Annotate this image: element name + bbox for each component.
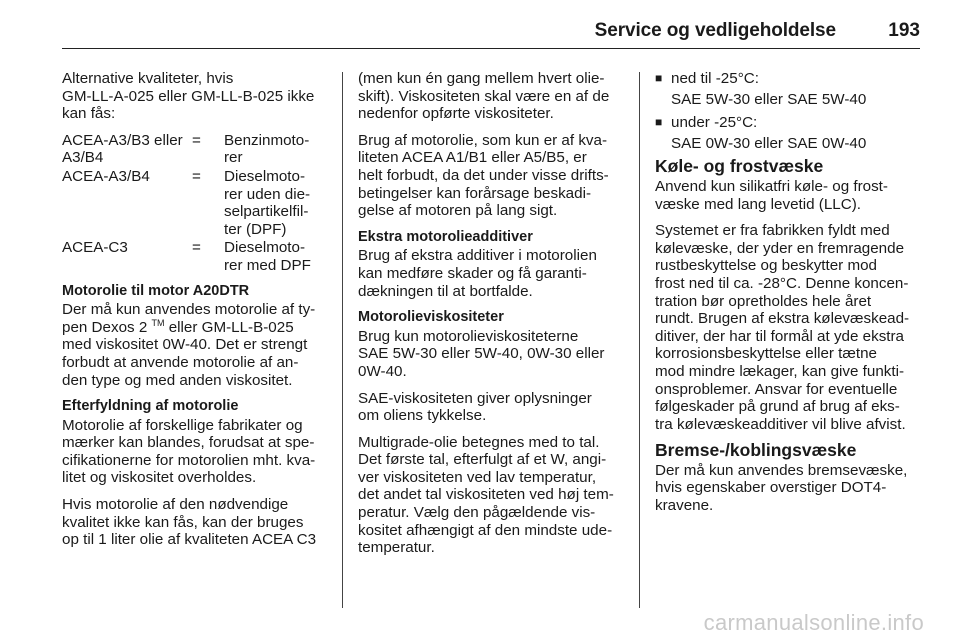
text-line: peratur. Vælg den pågældende vis- [358, 504, 596, 522]
spec-label [62, 132, 192, 167]
text-line: kølevæske, der yder en fremragende [655, 239, 905, 257]
text-line: rundt. Brugen af ekstra kølevæskead- [655, 310, 910, 328]
text-line: A3/B4 [62, 149, 104, 167]
text-line: Benzinmoto- [224, 131, 310, 149]
paragraph [358, 390, 626, 425]
paragraph [358, 132, 626, 220]
bullet-subtext: SAE 0W-30 eller SAE 0W-40 [671, 134, 867, 152]
text-line: hvis egenskaber overstiger DOT4- [655, 479, 887, 497]
text-line: tration bør opretholdes hele året [655, 292, 872, 310]
text-line: 0W-40. [358, 362, 407, 380]
paragraph [62, 496, 326, 549]
section-viscosity [358, 309, 626, 380]
text-line: onsproblemer. Ansvar for eventuelle [655, 380, 898, 398]
section-heading: Ekstra motorolieadditiver [358, 228, 533, 245]
text-line: Dieselmoto- [224, 167, 306, 185]
section-heading: Motorolie til motor A20DTR [62, 282, 250, 299]
text-line: selpartikelfil- [224, 203, 309, 221]
text-line: nedenfor opførte viskositeter. [358, 105, 554, 123]
text-line: Motorolie af forskellige fabrikater og [62, 416, 303, 434]
spec-row [62, 168, 326, 238]
bullet-item [655, 114, 925, 132]
oil-spec-table [62, 132, 326, 275]
text-line: ter (DPF) [224, 220, 287, 238]
text-line: SAE-viskositeten giver oplysninger [358, 389, 592, 407]
trademark-symbol: TM [151, 317, 165, 328]
bullet-subtext: SAE 5W-30 eller SAE 5W-40 [671, 90, 867, 108]
text-line: Der må kun anvendes bremsevæske, [655, 461, 908, 479]
text-line: ver viskositeten ved lav temperatur, [358, 468, 597, 486]
text-line: Multigrade-olie betegnes med to tal. [358, 433, 600, 451]
text-line: ACEA-A3/B3 eller [62, 131, 183, 149]
text-line: op til 1 liter olie af kvaliteten ACEA C3 [62, 531, 317, 549]
text-fragment: eller GM-LL-B-025 [164, 318, 294, 336]
text-line: rustbeskyttelse og beskytter mod [655, 257, 878, 275]
text-line: Det første tal, efterfulgt af et W, angi- [358, 451, 607, 469]
section-heading: Motorolieviskositeter [358, 309, 504, 326]
text-line: kan medføre skader og få garanti- [358, 264, 587, 282]
text-line: væske med lang levetid (LLC). [655, 195, 861, 213]
bullet-item [655, 70, 925, 88]
section-refill [62, 398, 326, 487]
text-line: mærker kan blandes, forudsat at spe- [62, 434, 315, 452]
text-line: mod mindre lækager, kan give funkti- [655, 362, 905, 380]
text-line: litet og viskositet overholdes. [62, 469, 257, 487]
page-header [62, 14, 920, 49]
bullet-text: ned til -25°C: [671, 70, 759, 87]
text-line: tra kølevæskeadditiver vil blive afvist. [655, 415, 906, 433]
text-line: Brug af ekstra additiver i motorolien [358, 247, 597, 265]
text-line: temperatur. [358, 539, 435, 557]
bullet-square-icon: ■ [655, 71, 663, 85]
text-line: GM-LL-A-025 eller GM-LL-B-025 ikke [62, 87, 315, 105]
intro-paragraph [62, 70, 326, 123]
text-line: Alternative kvaliteter, hvis [62, 70, 234, 87]
text-line: skift). Viskositeten skal være en af de [358, 87, 610, 105]
column-divider [342, 72, 343, 608]
text-line: korrosionsbeskyttelse eller tætne [655, 345, 878, 363]
spec-equals: = [192, 167, 201, 185]
text-line: Brug kun motorolieviskositeterne [358, 327, 579, 345]
page-number: 193 [888, 20, 920, 41]
paragraph [655, 222, 925, 433]
text-line: (men kun én gang mellem hvert olie- [358, 70, 605, 87]
page-title: Service og vedligeholdelse [594, 20, 836, 41]
text-line: frost ned til ca. -28°C. Denne koncen- [655, 274, 909, 292]
section-brake-fluid [655, 442, 925, 514]
text-line: kvalitet ikke kan fås, kan der bruges [62, 513, 304, 531]
column-3 [655, 70, 925, 524]
text-line: gelse af motoren på lang sigt. [358, 202, 558, 220]
section-heading: Bremse-/koblingsvæske [655, 440, 857, 461]
spec-value [224, 132, 326, 167]
spec-equals: = [192, 239, 201, 257]
text-line: liteten ACEA A1/B1 eller A5/B5, er [358, 149, 587, 167]
text-line: betingelser kan forårsage beskadi- [358, 184, 592, 202]
text-line: dækningen til at bortfalde. [358, 282, 533, 300]
section-heading: Køle- og frostvæske [655, 156, 824, 177]
text-line: SAE 5W-30 eller 5W-40, 0W-30 eller [358, 345, 605, 363]
section-a20dtr [62, 283, 326, 390]
text-line [62, 319, 326, 337]
text-line: kan fås: [62, 105, 116, 123]
text-line: Der må kun anvendes motorolie af ty- [62, 301, 316, 319]
text-line: ACEA-A3/B4 [62, 167, 150, 185]
spec-label [62, 168, 192, 238]
text-line: rer [224, 149, 243, 167]
section-coolant [655, 158, 925, 213]
paragraph [358, 70, 626, 123]
text-line: ACEA-C3 [62, 239, 128, 257]
spec-value [224, 239, 326, 274]
text-fragment: pen Dexos 2 [62, 318, 152, 336]
text-line: ditiver, der har til formål at yde ekstra [655, 327, 905, 345]
text-line: kositet afhængigt af den mindste ude- [358, 521, 613, 539]
text-line: om oliens tykkelse. [358, 407, 487, 425]
column-divider [639, 72, 640, 608]
text-line: Dieselmoto- [224, 239, 306, 257]
column-2 [358, 70, 626, 566]
text-line: Anvend kun silikatfri køle- og frost- [655, 177, 888, 195]
section-additives [358, 229, 626, 300]
text-line: følgeskader på grund af brug af eks- [655, 398, 900, 416]
section-heading: Efterfyldning af motorolie [62, 398, 239, 415]
text-line: Systemet er fra fabrikken fyldt med [655, 222, 890, 240]
text-line: cifikationerne for motorolien mht. kva- [62, 451, 316, 469]
text-line: med viskositet 0W-40. Det er strengt [62, 336, 308, 354]
text-line: det andet tal viskositeten ved høj tem- [358, 486, 614, 504]
bullet-square-icon: ■ [655, 115, 663, 130]
column-1 [62, 70, 326, 558]
spec-row [62, 132, 326, 167]
text-line: Brug af motorolie, som kun er af kva- [358, 131, 608, 149]
text-line: kravene. [655, 497, 714, 515]
text-line: rer med DPF [224, 256, 311, 274]
paragraph [358, 434, 626, 557]
spec-equals: = [192, 131, 201, 149]
text-line: rer uden die- [224, 185, 311, 203]
watermark: carmanualsonline.info [703, 610, 924, 635]
text-line: den type og med anden viskositet. [62, 371, 293, 389]
spec-value [224, 168, 326, 238]
spec-row [62, 239, 326, 274]
spec-label [62, 239, 192, 274]
text-line: Hvis motorolie af den nødvendige [62, 496, 289, 514]
text-line: forbudt at anvende motorolie af an- [62, 353, 299, 371]
bullet-text: under -25°C: [671, 114, 758, 132]
text-line: helt forbudt, da det under visse drifts- [358, 166, 609, 184]
